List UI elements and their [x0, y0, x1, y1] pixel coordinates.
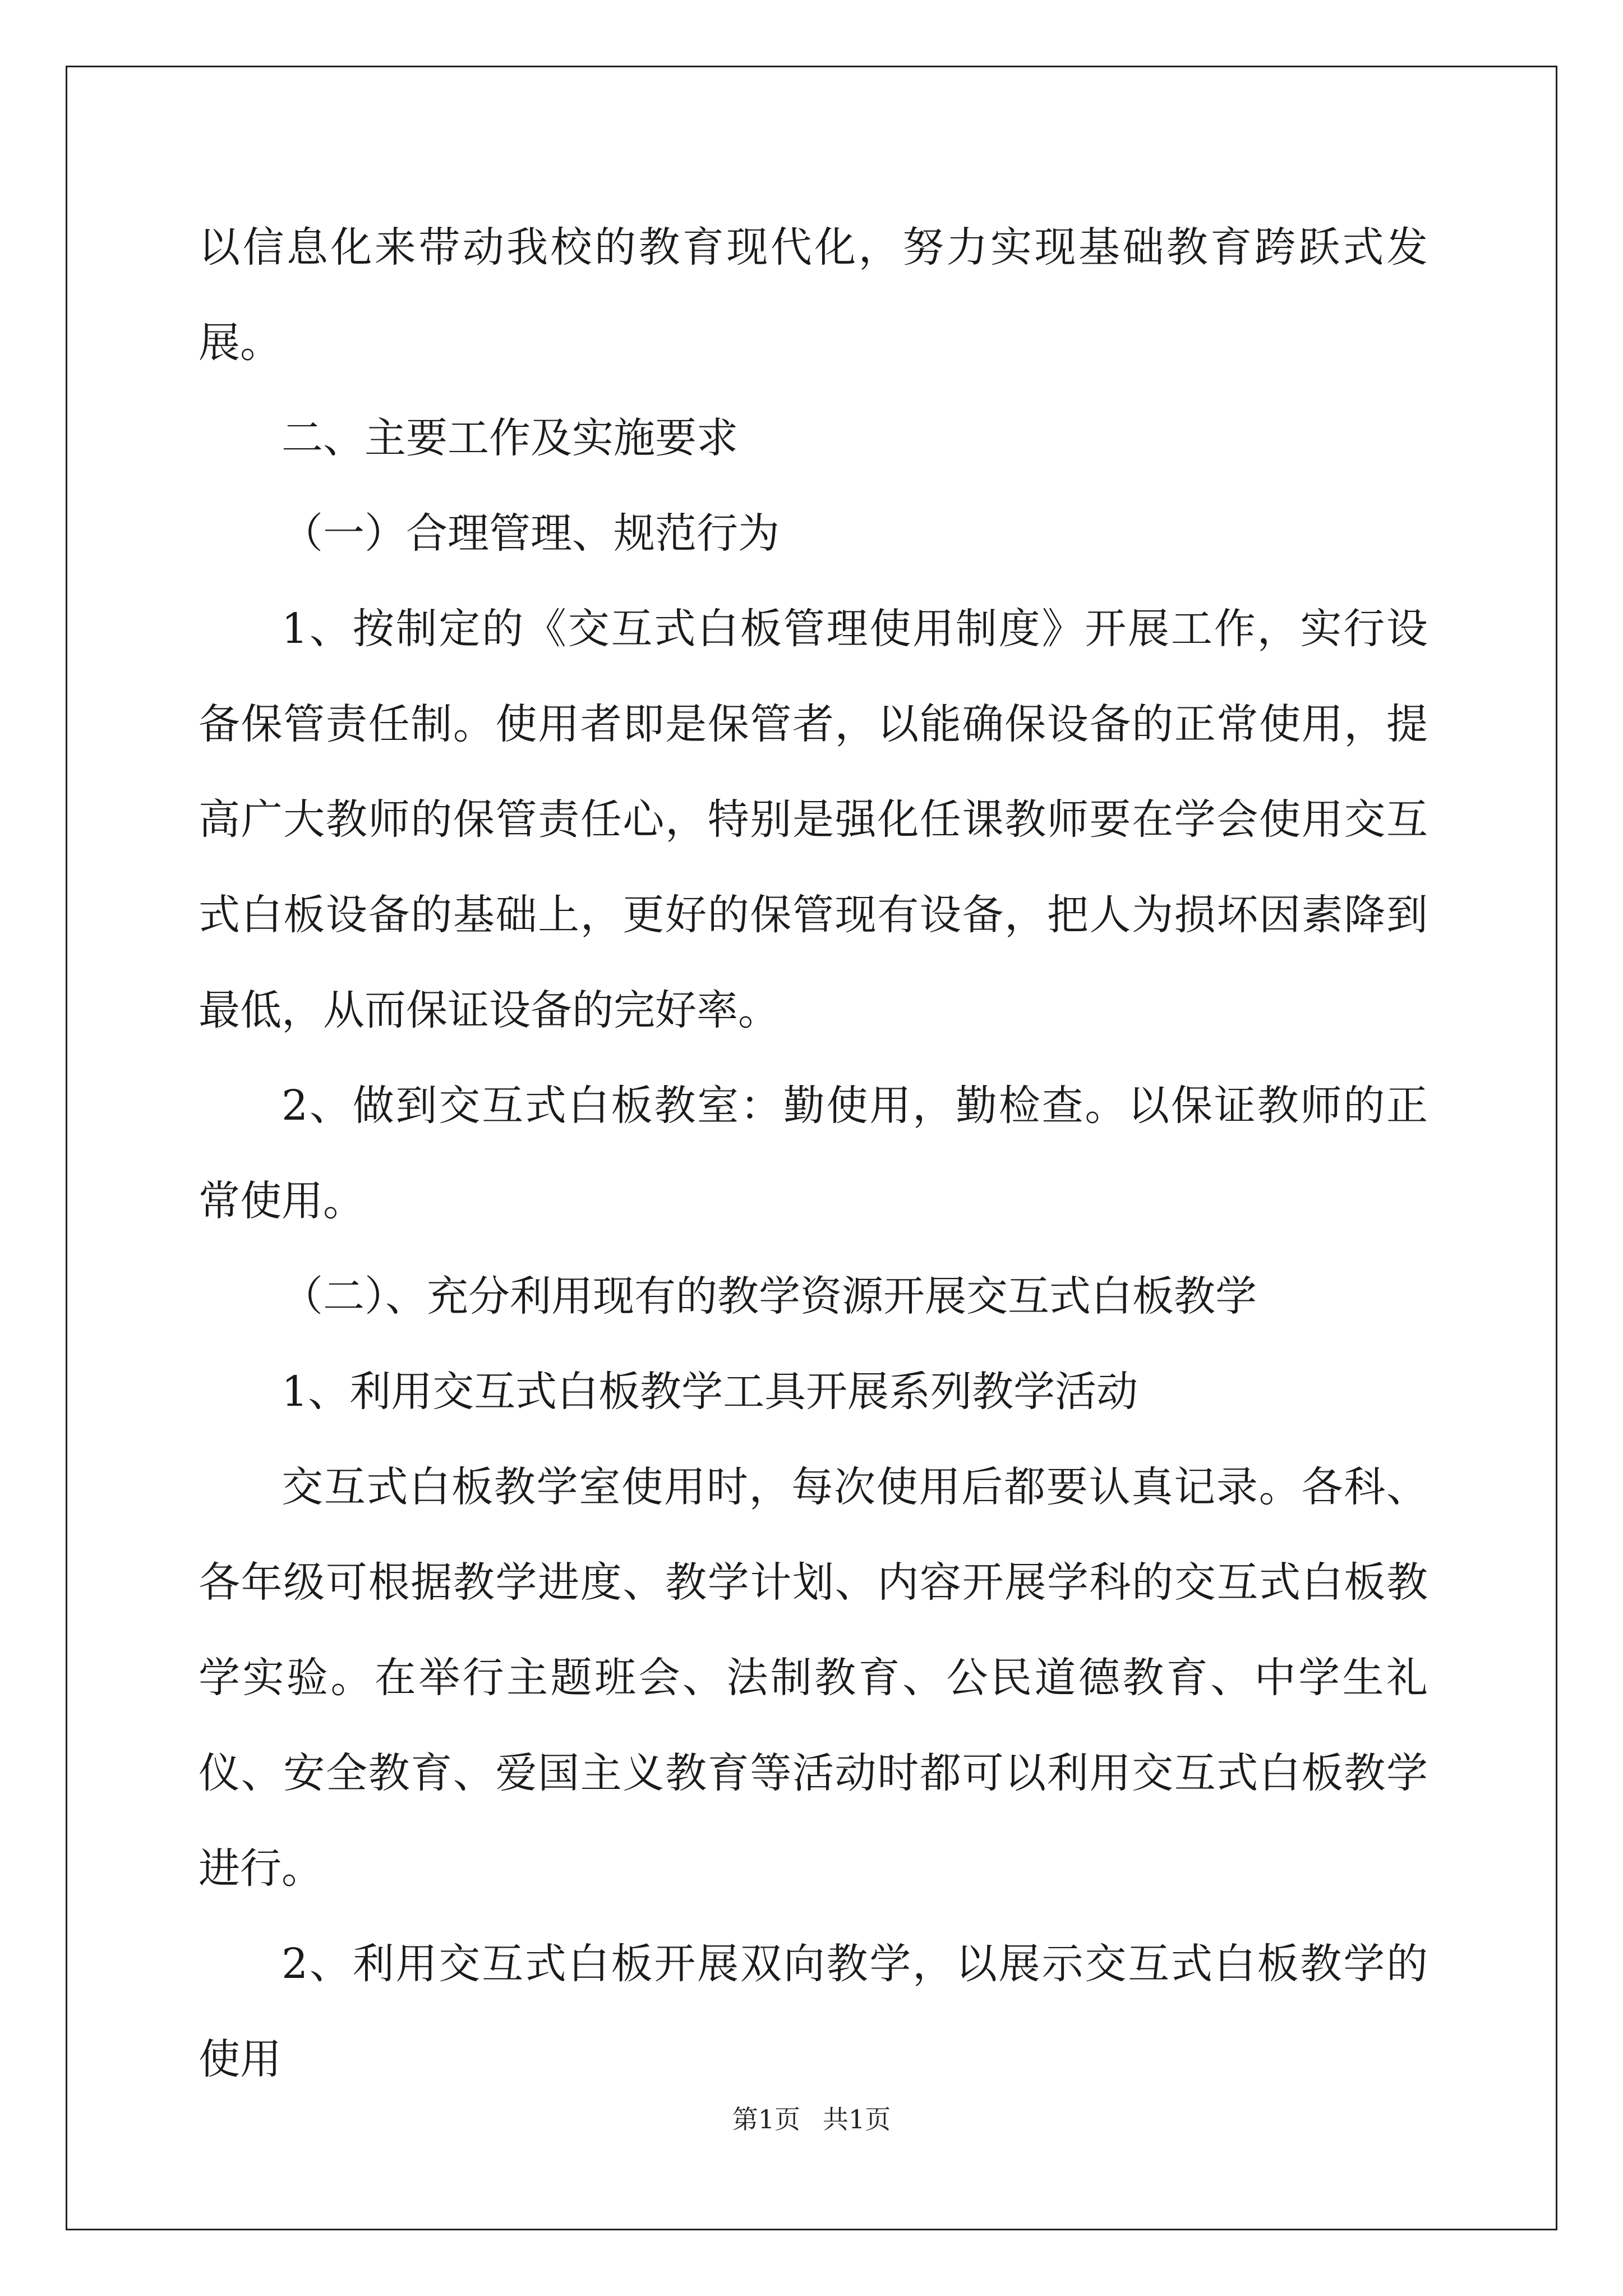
page-total: 共1页 [823, 2104, 891, 2134]
subsection-heading-resources: （二）、充分利用现有的教学资源开展交互式白板教学 [282, 1272, 1257, 1320]
paragraph-usage-details: 交互式白板教学室使用时，每次使用后都要认真记录。各科、各年级可根据教学进度、教学计划、内容开展学科的交互式白板教学实验。在举行主题班会、法制教育、公民道德教育、中学生礼仪、安全教育、爱国主义教育等活动时都可以利用交互式白板教学进行。 [199, 1463, 1428, 1893]
document-body [199, 200, 1428, 2107]
paragraph-item-2-two-way-teaching: 2、利用交互式白板开展双向教学，以展示交互式白板教学的使用 [199, 1940, 1428, 2083]
page-number: 第1页 [732, 2104, 800, 2134]
paragraph-continuation: 以信息化来带动我校的教育现代化，努力实现基础教育跨跃式发展。 [199, 223, 1428, 367]
paragraph-item-1-management: 1、按制定的《交互式白板管理使用制度》开展工作，实行设备保管责任制。使用者即是保管者，以能确保设备的正常使用，提高广大教师的保管责任心，特别是强化任课教师要在学会使用交互式白板设备的基础上，更好的保管现有设备，把人为损坏因素降到最低，从而保证设备的完好率。 [199, 605, 1428, 1034]
paragraph-item-1-activities: 1、利用交互式白板教学工具开展系列教学活动 [282, 1368, 1138, 1416]
paragraph-item-2-classroom: 2、做到交互式白板教室：勤使用，勤检查。以保证教师的正常使用。 [199, 1082, 1428, 1225]
subsection-heading-management: （一）合理管理、规范行为 [282, 509, 780, 558]
section-heading-main-work: 二、主要工作及实施要求 [282, 414, 738, 462]
page-footer [0, 2102, 1623, 2136]
